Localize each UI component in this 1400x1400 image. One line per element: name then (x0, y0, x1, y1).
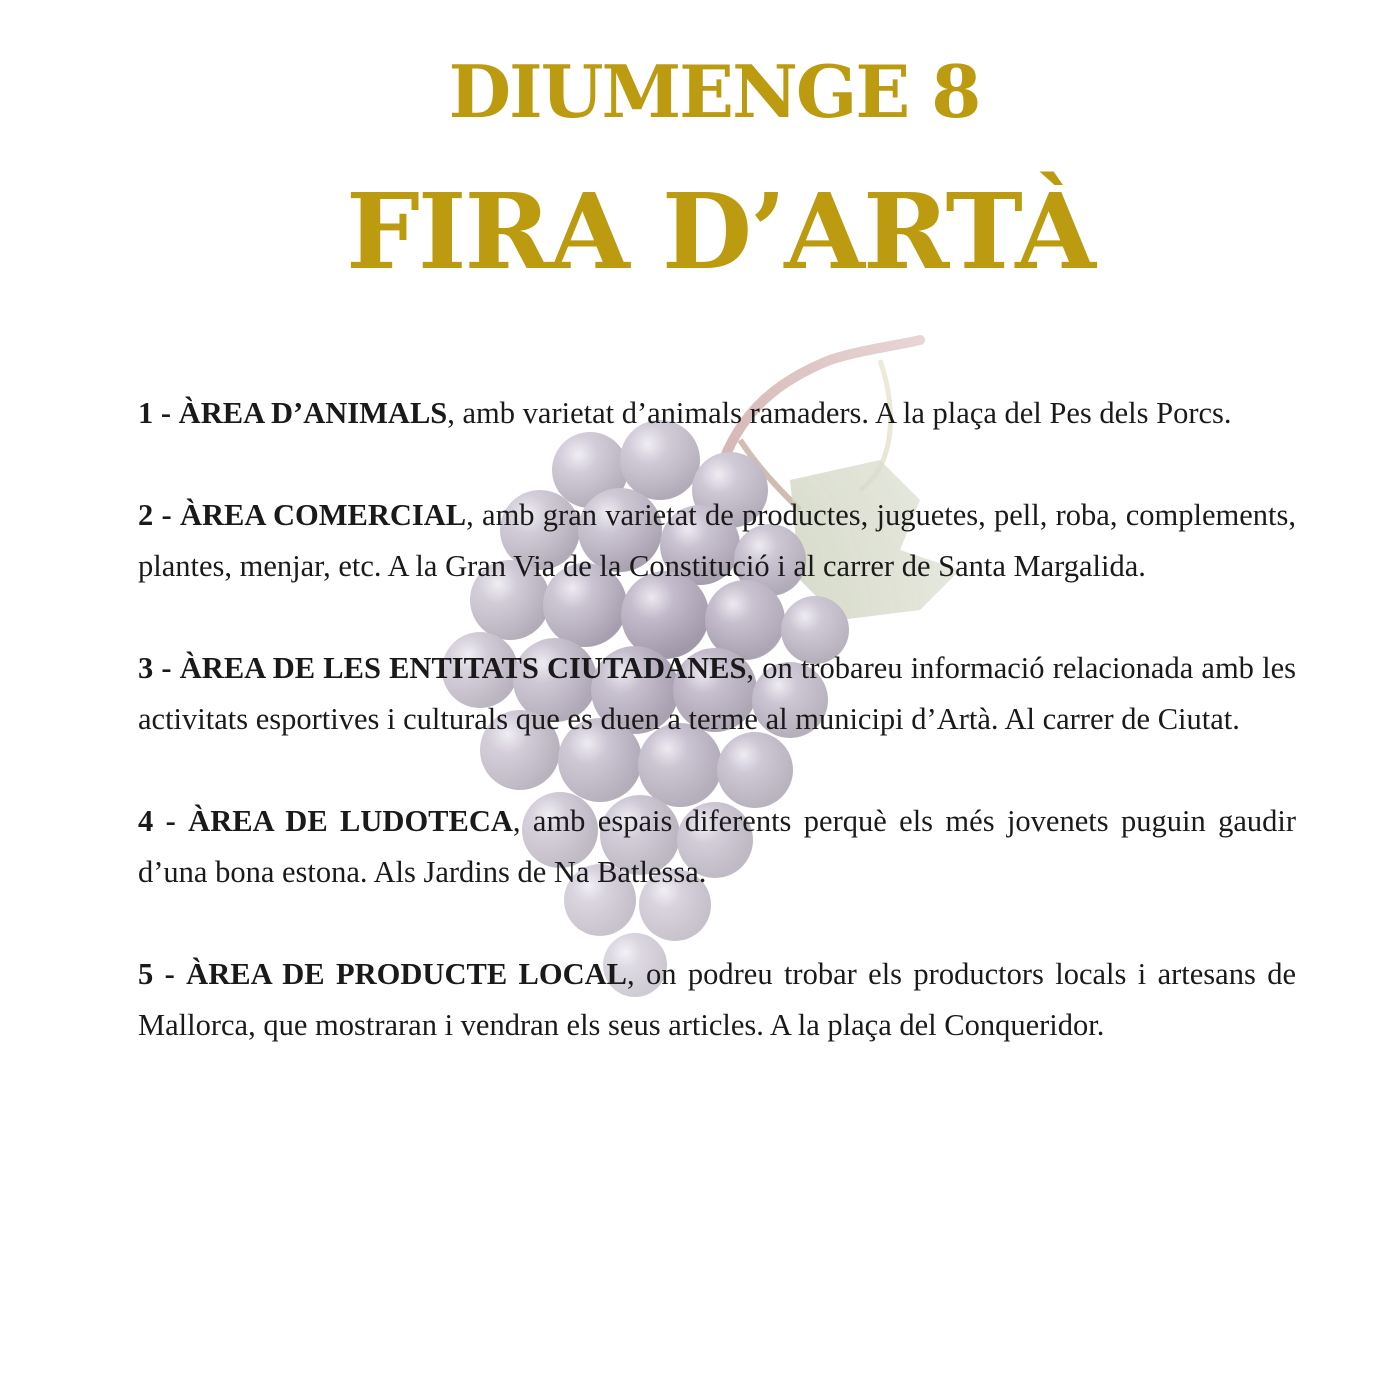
area-description: , amb varietat d’animals ramaders. A la plaça del Pes dels Porcs. (447, 396, 1232, 430)
subtitle: DIUMENGE 8 (448, 49, 980, 134)
list-item (138, 796, 1296, 898)
list-item (138, 643, 1296, 745)
area-number: 5 - (138, 957, 187, 991)
area-number: 3 - (138, 651, 180, 685)
area-name: ÀREA DE LES ENTITATS CIUTADANES (179, 651, 747, 685)
area-description: , amb espais diferents perquè els més jovenets puguin gaudir d’una bona estona. Als Jardins de Na Batlessa. (138, 804, 1296, 889)
areas-list (138, 388, 1296, 1102)
page-title: FIRA D’ARTÀ (346, 170, 1094, 293)
area-number: 1 - (138, 396, 179, 430)
list-item (138, 388, 1296, 439)
list-item (138, 490, 1296, 592)
header (0, 49, 1400, 293)
area-number: 4 - (138, 804, 189, 838)
area-number: 2 - (138, 498, 180, 532)
list-item (138, 949, 1296, 1051)
area-description: , on podreu trobar els productors locals i artesans de Mallorca, que mostraran i vendran els seus articles. A la plaça del Conqueridor. (138, 957, 1296, 1042)
area-description: , amb gran varietat de productes, juguetes, pell, roba, complements, plantes, menjar, etc. A la Gran Via de la Constitució i al carrer de Santa Margalida. (138, 498, 1296, 583)
area-description: , on trobareu informació relacionada amb les activitats esportives i culturals que es duen a terme al municipi d’Artà. Al carrer de Ciutat. (138, 651, 1296, 736)
area-name: ÀREA DE LUDOTECA (188, 804, 513, 838)
area-name: ÀREA DE PRODUCTE LOCAL (186, 957, 628, 991)
area-name: ÀREA COMERCIAL (179, 498, 467, 532)
area-name: ÀREA D’ANIMALS (178, 396, 448, 430)
